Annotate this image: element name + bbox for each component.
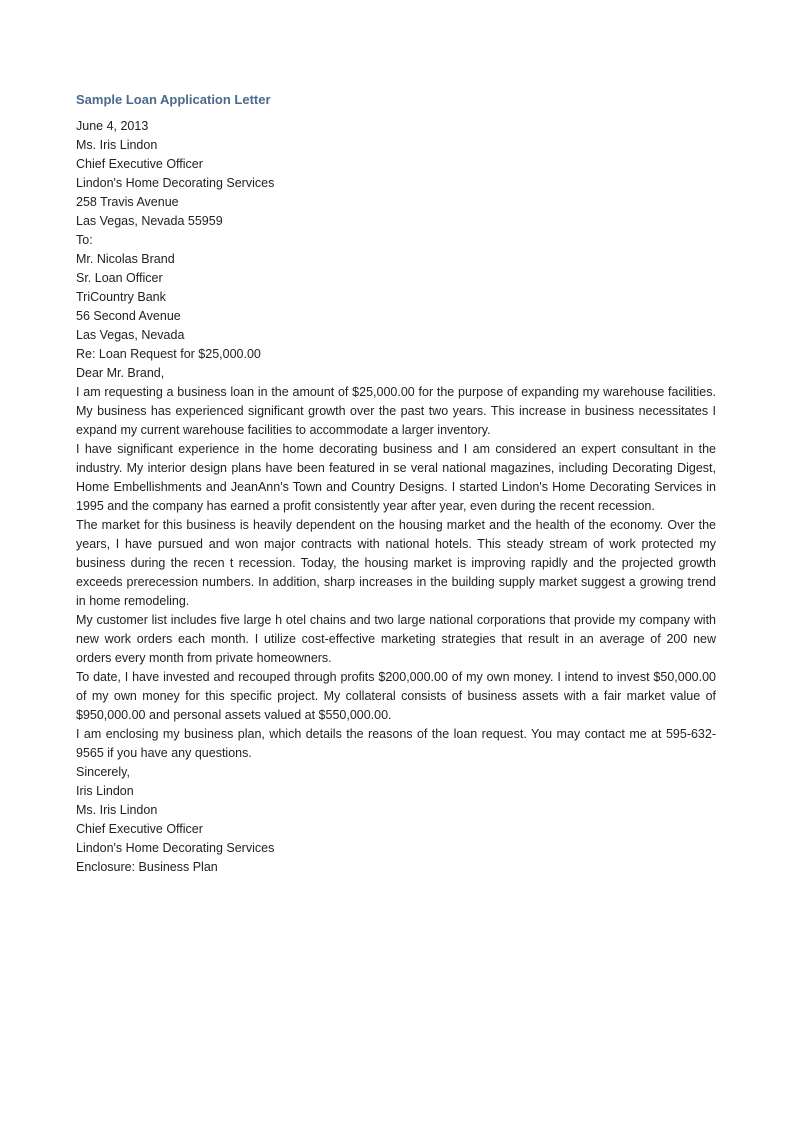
letter-page <box>76 90 716 877</box>
signoff-role: Chief Executive Officer <box>76 822 203 836</box>
body-paragraph: To date, I have invested and recouped through profits $200,000.00 of my own money. I intend to invest $50,000.00 of my own money for this specific project. My collateral consists of business assets with a fair market value of $950,000.00 and personal assets valued at $550,000.00. <box>76 670 716 722</box>
body-paragraph: My customer list includes five large h otel chains and two large national corporations that provide my company with new work orders each month. I utilize cost-effective marketing strategies that result in an average of 200 new orders every month from private homeowners. <box>76 613 716 665</box>
salutation: Dear Mr. Brand, <box>76 366 165 380</box>
recipient-city: Las Vegas, Nevada <box>76 328 185 342</box>
body-paragraph: I am enclosing my business plan, which details the reasons of the loan request. You may contact me at 595-632-9565 if you have any questions. <box>76 727 716 760</box>
recipient-role: Sr. Loan Officer <box>76 271 163 285</box>
sender-street: 258 Travis Avenue <box>76 195 179 209</box>
signoff-block <box>76 801 716 858</box>
sender-address <box>76 136 716 231</box>
sender-role: Chief Executive Officer <box>76 157 203 171</box>
signoff-name: Ms. Iris Lindon <box>76 803 158 817</box>
letter-date: June 4, 2013 <box>76 119 149 133</box>
body-paragraph: I have significant experience in the home decorating business and I am considered an expert consultant in the industry. My interior design plans have been featured in se veral national magazines, including Decorating Digest, Home Embellishments and JeanAnn's Town and Country Designs. I started Lindon's Home Decorating Services in 1995 and the company has earned a profit consistently year after year, even during the recent recession. <box>76 442 716 513</box>
sender-city: Las Vegas, Nevada 55959 <box>76 214 223 228</box>
recipient-name: Mr. Nicolas Brand <box>76 252 175 266</box>
body-paragraph: I am requesting a business loan in the amount of $25,000.00 for the purpose of expanding my warehouse facilities. My business has experienced significant growth over the past two years. This increase in business necessitates I expand my current warehouse facilities to accommodate a larger inventory. <box>76 385 716 437</box>
document-title: Sample Loan Application Letter <box>76 92 271 107</box>
signoff-company: Lindon's Home Decorating Services <box>76 841 275 855</box>
enclosure-note: Enclosure: Business Plan <box>76 860 218 874</box>
to-label: To: <box>76 233 93 247</box>
subject-line: Re: Loan Request for $25,000.00 <box>76 347 261 361</box>
recipient-address <box>76 250 716 345</box>
closing: Sincerely, <box>76 765 130 779</box>
signature: Iris Lindon <box>76 784 134 798</box>
sender-name: Ms. Iris Lindon <box>76 138 158 152</box>
recipient-street: 56 Second Avenue <box>76 309 181 323</box>
letter-body <box>76 383 716 763</box>
recipient-company: TriCountry Bank <box>76 290 166 304</box>
sender-company: Lindon's Home Decorating Services <box>76 176 275 190</box>
body-paragraph: The market for this business is heavily dependent on the housing market and the health of the economy. Over the years, I have pursued and won major contracts with national hotels. This steady stream of work protected my business during the recen t recession. Today, the housing market is improving rapidly and the projected growth exceeds prerecession numbers. In addition, sharp increases in the building supply market suggest a growing trend in home remodeling. <box>76 518 716 608</box>
